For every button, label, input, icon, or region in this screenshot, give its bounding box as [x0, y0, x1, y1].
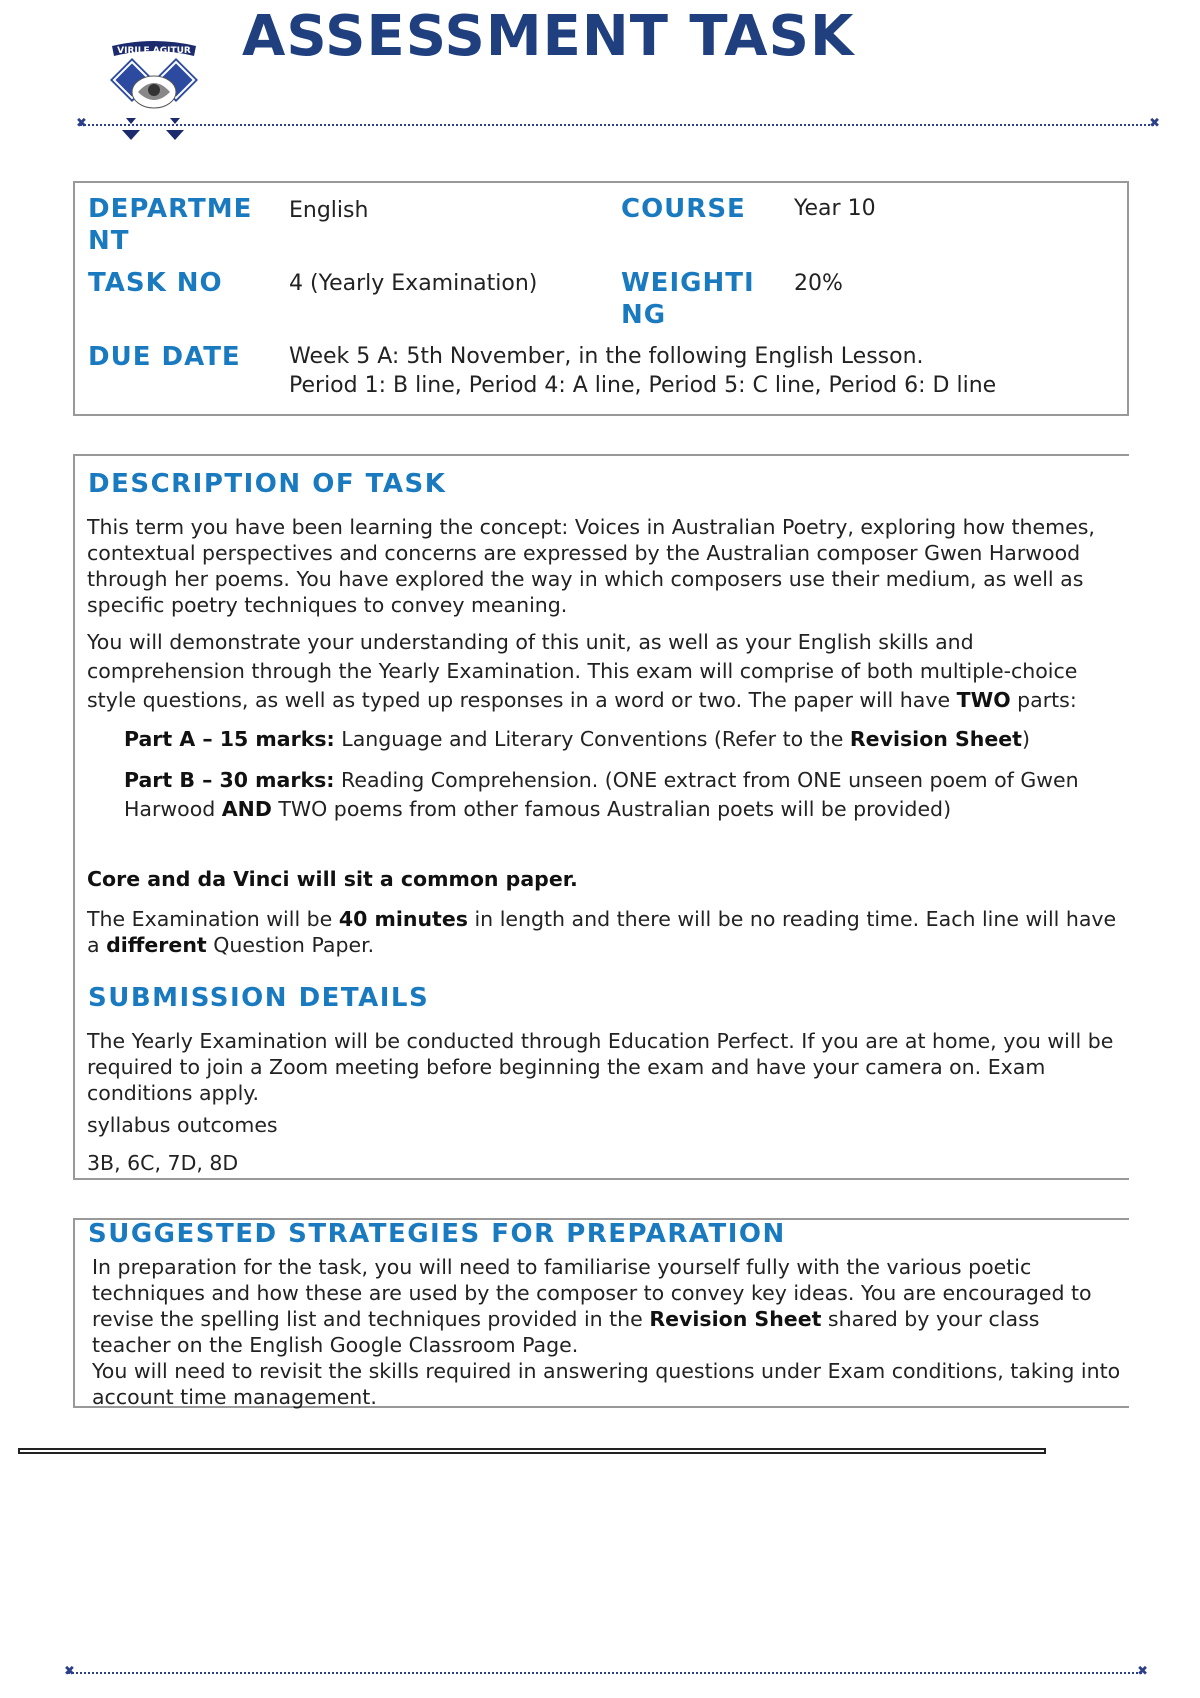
due-date-label: DUE DATE — [88, 342, 241, 372]
submission-heading: SUBMISSION DETAILS — [88, 983, 430, 1013]
header-divider: ✖ ✖ — [76, 116, 1160, 131]
description-paragraph-2: You will demonstrate your understanding of this unit, as well as your English skills and comprehension through the Yearly Examination. This exam will comprise of both multiple-choice style questions, as well as typed up responses in a word or two. The paper will have TWO parts: — [87, 630, 1078, 712]
department-label: DEPARTME NT — [88, 194, 253, 256]
department-value: English — [289, 198, 369, 223]
horizontal-rule-box — [18, 1448, 1046, 1454]
course-value: Year 10 — [794, 196, 876, 221]
description-paragraph-1: This term you have been learning the concept: Voices in Australian Poetry, exploring how themes, contextual perspectives and concerns are expressed by the Australian composer Gwen Harwood through her poems. You have explored the way in which composers use their medium, as well as specific poetry techniques to convey meaning. — [87, 515, 1095, 617]
strategies-heading: SUGGESTED STRATEGIES FOR PREPARATION — [88, 1219, 786, 1249]
common-paper-note: Core and da Vinci will sit a common paper. — [87, 867, 578, 891]
strategies-paragraph-1: In preparation for the task, you will need to familiarise yourself fully with the various poetic techniques and how these are used by the composer to convey key ideas. You are encouraged to revise the spelling list and techniques provided in the Revision Sheet shared by your class teacher on the English Google Classroom Page. — [92, 1255, 1092, 1357]
school-crest-logo — [108, 38, 200, 150]
part-b-item: Part B – 30 marks: Reading Comprehension. (ONE extract from ONE unseen poem of Gwen Harwood AND TWO poems from other famous Australian poets will be provided) — [124, 768, 1079, 821]
weighting-value: 20% — [794, 271, 843, 296]
exam-duration-paragraph: The Examination will be 40 minutes in length and there will be no reading time. Each line will have a different Question Paper. — [87, 907, 1117, 957]
strategies-panel — [73, 1218, 1129, 1408]
description-panel — [73, 454, 1129, 1180]
course-label: COURSE — [621, 194, 746, 224]
submission-paragraph: The Yearly Examination will be conducted through Education Perfect. If you are at home, you will be required to join a Zoom meeting before beginning the exam and have your camera on. Exam conditions apply. — [87, 1029, 1114, 1105]
task-no-label: TASK NO — [88, 268, 223, 298]
weighting-label: WEIGHTI NG — [621, 268, 755, 330]
task-info-box — [73, 181, 1129, 416]
syllabus-outcomes-value: 3B, 6C, 7D, 8D — [87, 1151, 239, 1175]
syllabus-outcomes-label: syllabus outcomes — [87, 1113, 278, 1137]
part-a-item: Part A – 15 marks: Language and Literary Conventions (Refer to the Revision Sheet) — [124, 727, 1030, 751]
description-heading: DESCRIPTION OF TASK — [88, 469, 447, 499]
footer-divider: ✖ ✖ — [64, 1664, 1148, 1679]
crest-motto: VIRILE AGITUR — [117, 46, 191, 56]
task-no-value: 4 (Yearly Examination) — [289, 271, 538, 296]
page-title: ASSESSMENT TASK — [242, 4, 855, 69]
due-date-value: Week 5 A: 5th November, in the following English Lesson. Period 1: B line, Period 4: A line, Period 5: C line, Period 6: D line — [289, 344, 997, 398]
strategies-paragraph-2: You will need to revisit the skills required in answering questions under Exam conditions, taking into account time management. — [92, 1359, 1121, 1409]
